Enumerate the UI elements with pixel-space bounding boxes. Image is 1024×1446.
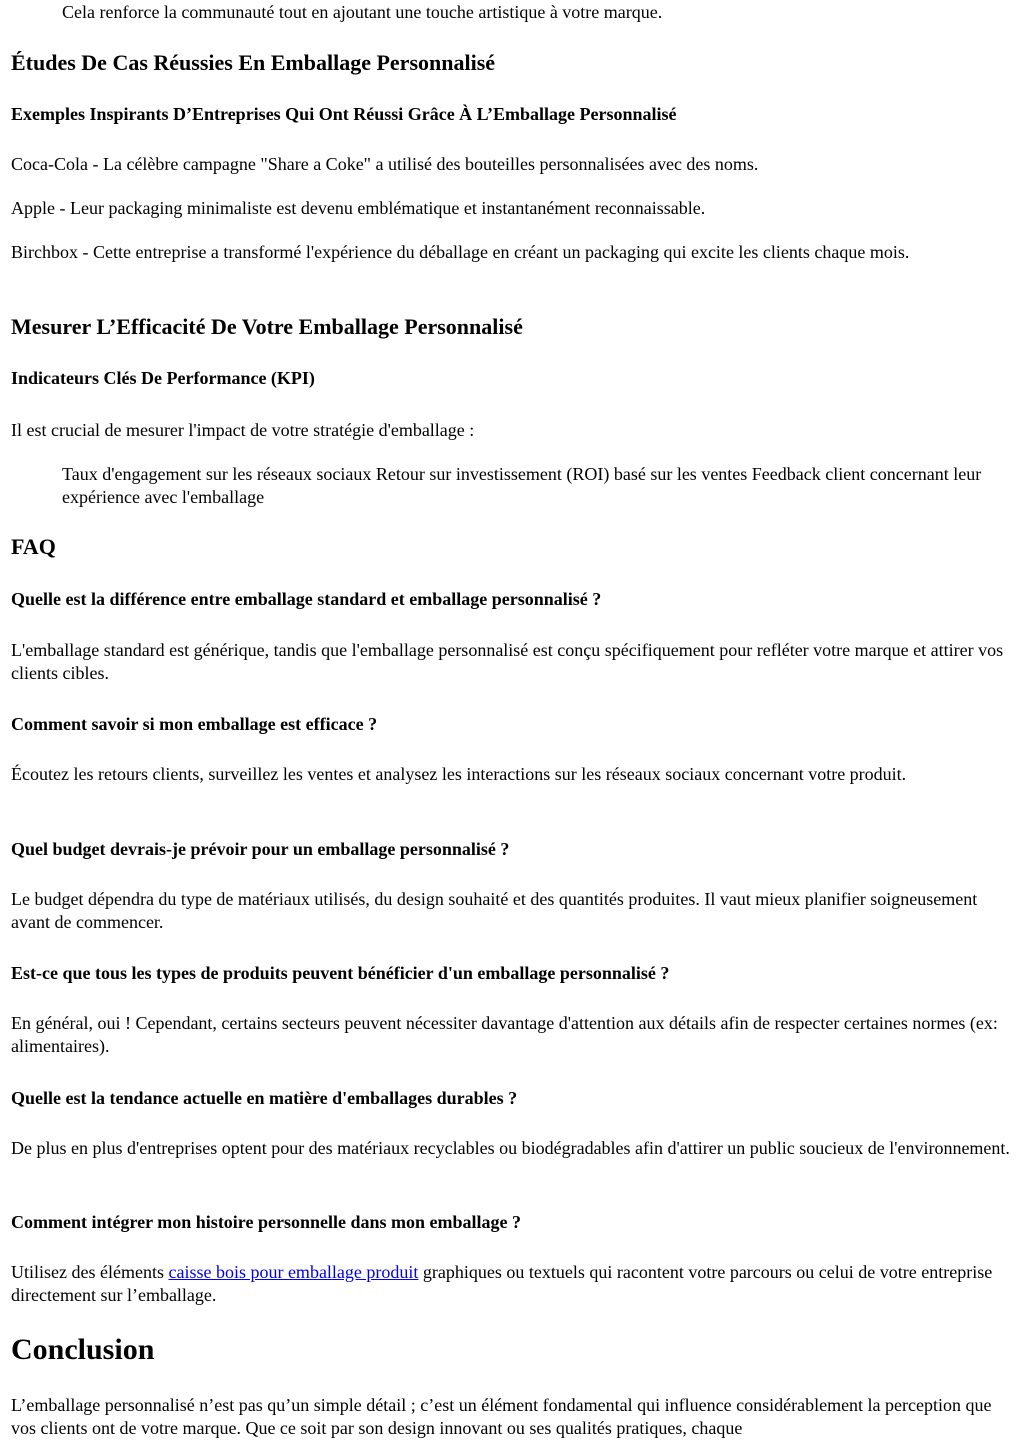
- faq-answer-5: De plus en plus d'entreprises optent pour des matériaux recyclables ou biodégradables afin d'attirer un public soucieux de l'environnement.: [11, 1138, 1010, 1158]
- faq-answer-3: Le budget dépendra du type de matériaux utilisés, du design souhaité et des quantités produites. Il vaut mieux planifier soigneusement avant de commencer.: [11, 889, 978, 932]
- kpi-subheading: Indicateurs Clés De Performance (KPI): [11, 368, 315, 388]
- intro-quote: Cela renforce la communauté tout en ajoutant une touche artistique à votre marque.: [62, 2, 663, 22]
- case-example-2: Apple - Leur packaging minimaliste est devenu emblématique et instantanément reconnaissable.: [11, 198, 706, 218]
- faq-question-5: Quelle est la tendance actuelle en matière d'emballages durables ?: [11, 1088, 518, 1108]
- faq-answer-6-before: Utilisez des éléments: [11, 1262, 169, 1282]
- faq-answer-6-after: graphiques ou textuels qui racontent votre parcours ou celui de votre entreprise directement sur l’emballage.: [11, 1262, 993, 1305]
- case-example-3: Birchbox - Cette entreprise a transformé l'expérience du déballage en créant un packaging qui excite les clients chaque mois.: [11, 242, 910, 262]
- case-studies-heading: Études De Cas Réussies En Emballage Personnalisé: [11, 50, 496, 75]
- faq-answer-1: L'emballage standard est générique, tandis que l'emballage personnalisé est conçu spécifiquement pour refléter votre marque et attirer vos clients cibles.: [11, 640, 1004, 683]
- conclusion-heading: Conclusion: [11, 1333, 155, 1366]
- faq-question-2: Comment savoir si mon emballage est efficace ?: [11, 714, 378, 734]
- faq-answer-2: Écoutez les retours clients, surveillez les ventes et analysez les interactions sur les réseaux sociaux concernant votre produit.: [11, 764, 907, 784]
- caisse-bois-link[interactable]: caisse bois pour emballage produit: [168, 1262, 419, 1282]
- faq-question-1: Quelle est la différence entre emballage standard et emballage personnalisé ?: [11, 589, 602, 609]
- conclusion-text: L’emballage personnalisé n’est pas qu’un simple détail ; c’est un élément fondamental qui influence considérablement la perception que vos clients ont de votre marque. Que ce soit par son design innovant ou ses qualités pratiques, chaque: [11, 1395, 992, 1438]
- faq-heading: FAQ: [11, 534, 56, 559]
- case-studies-subheading: Exemples Inspirants D’Entreprises Qui Ont Réussi Grâce À L’Emballage Personnalisé: [11, 104, 677, 124]
- faq-question-3: Quel budget devrais-je prévoir pour un emballage personnalisé ?: [11, 839, 510, 859]
- faq-answer-6: [11, 1261, 1013, 1307]
- faq-question-4: Est-ce que tous les types de produits peuvent bénéficier d'un emballage personnalisé ?: [11, 963, 670, 983]
- faq-question-6: Comment intégrer mon histoire personnelle dans mon emballage ?: [11, 1212, 521, 1232]
- measure-heading: Mesurer L’Efficacité De Votre Emballage Personnalisé: [11, 314, 523, 339]
- kpi-quote: Taux d'engagement sur les réseaux sociaux Retour sur investissement (ROI) basé sur les ventes Feedback client concernant leur expérience avec l'emballage: [62, 464, 982, 507]
- faq-answer-4: En général, oui ! Cependant, certains secteurs peuvent nécessiter davantage d'attention aux détails afin de respecter certaines normes (ex: alimentaires).: [11, 1013, 998, 1056]
- case-example-1: Coca-Cola - La célèbre campagne "Share a Coke" a utilisé des bouteilles personnalisées avec des noms.: [11, 154, 759, 174]
- kpi-intro: Il est crucial de mesurer l'impact de votre stratégie d'emballage :: [11, 420, 475, 440]
